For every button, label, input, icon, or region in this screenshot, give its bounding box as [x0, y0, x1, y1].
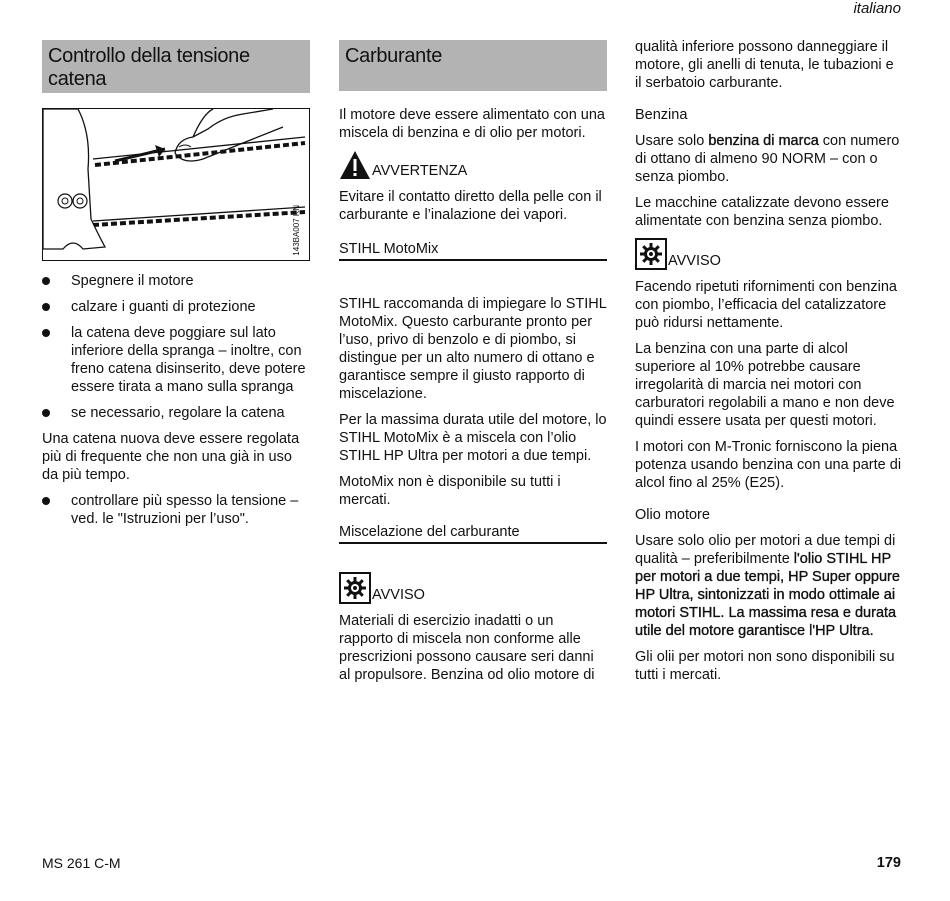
list-item: [42, 324, 310, 396]
paragraph: [635, 532, 903, 640]
notice-callout: [339, 572, 607, 604]
step-text: controllare più spesso la tensione – ved. le "Istruzioni per l’uso".: [71, 493, 299, 527]
step-text: se necessario, regolare la catena: [71, 405, 285, 421]
page-number: 179: [876, 855, 901, 871]
subheading-engine-oil: Olio motore: [635, 507, 710, 523]
text-run: Usare solo: [635, 133, 709, 149]
bullet-icon: [42, 409, 50, 417]
text-run: con numero di ottano di almeno 90 NORM – con o senza piombo.: [635, 133, 900, 185]
subheading-fuel-mixing: Miscelazione del carburante: [339, 523, 607, 544]
gear-icon: [635, 238, 667, 270]
language-label: italiano: [853, 0, 901, 17]
paragraph: MotoMix non è disponibile su tutti i mercati.: [339, 474, 561, 508]
paragraph: Il motore deve essere alimentato con una miscela di benzina e di olio per motori.: [339, 107, 605, 141]
paragraph: [635, 132, 903, 186]
paragraph: STIHL raccomanda di impiegare lo STIHL MotoMix. Questo carburante pronto per l’uso, privo di benzolo e di piombo, si distingue per un alto numero di ottano e garantisce sempre il giusto rapporto di miscelazione.: [339, 296, 607, 402]
notice-label: AVVISO: [668, 253, 721, 269]
list-item: [42, 492, 310, 528]
column-fuel: [339, 40, 607, 692]
notice-label: AVVISO: [372, 587, 425, 603]
step-list: [42, 272, 310, 422]
step-list: [42, 492, 310, 528]
list-item: [42, 272, 310, 290]
paragraph: Evitare il contatto diretto della pelle con il carburante e l’inalazione dei vapori.: [339, 189, 602, 223]
section-title-fuel: Carburante: [339, 40, 607, 91]
column-fuel-continued: [635, 38, 903, 692]
paragraph: Gli olii per motori non sono disponibili su tutti i mercati.: [635, 649, 895, 683]
notice-callout: [635, 238, 903, 270]
warning-triangle-icon: [339, 150, 371, 180]
column-chain-tension: [42, 40, 310, 536]
chain-tension-illustration: [42, 108, 310, 261]
bullet-icon: [42, 329, 50, 337]
paragraph: Le macchine catalizzate devono essere alimentate con benzina senza piombo.: [635, 195, 889, 229]
emphasis-text: benzina di marca: [708, 133, 819, 149]
step-text: Spegnere il motore: [71, 273, 194, 289]
gear-icon: [339, 572, 371, 604]
section-title-chain-tension: Controllo della tensione catena: [42, 40, 310, 93]
chain-hand-drawing: [43, 109, 308, 259]
paragraph: I motori con M-Tronic forniscono la piena potenza usando benzina con una parte di alcol fino al 25% (E25).: [635, 439, 902, 491]
bullet-icon: [42, 303, 50, 311]
list-item: [42, 298, 310, 316]
warning-callout: [339, 150, 607, 180]
bullet-icon: [42, 277, 50, 285]
emphasis-text: l'olio STIHL HP per motori a due tempi, HP Super oppure HP Ultra, sintonizzati in modo ottimale ai motori STIHL. La massima resa e durata utile del motore garantisce l'HP Ultra.: [635, 551, 900, 639]
warning-label: AVVERTENZA: [372, 163, 468, 179]
subheading-motomix: STIHL MotoMix: [339, 240, 607, 261]
text-run: Usare solo olio per motori a due tempi di qualità – preferibilmente: [635, 533, 896, 567]
list-item: [42, 404, 310, 422]
subheading-petrol: Benzina: [635, 107, 688, 123]
paragraph: La benzina con una parte di alcol superiore al 10% potrebbe causare irregolarità di marcia nei motori con carburatori regolabili a mano e non deve quindi essere usata per questi motori.: [635, 341, 895, 429]
paragraph: qualità inferiore possono danneggiare il motore, gli anelli di tenuta, le tubazioni e il serbatoio carburante.: [635, 39, 894, 91]
paragraph: Materiali di esercizio inadatti o un rapporto di miscela non conforme alle prescrizioni possono causare seri danni al propulsore. Benzina od olio motore di: [339, 613, 595, 683]
step-text: la catena deve poggiare sul lato inferiore della spranga – inoltre, con freno catena disinserito, deve potere essere tirata a mano sulla spranga: [71, 325, 306, 395]
paragraph: Per la massima durata utile del motore, lo STIHL MotoMix è a miscela con l’olio STIHL HP Ultra per motori a due tempi.: [339, 412, 607, 464]
step-text: calzare i guanti di protezione: [71, 299, 256, 315]
paragraph: Una catena nuova deve essere regolata più di frequente che non una già in uso da più tempo.: [42, 431, 300, 483]
bullet-icon: [42, 497, 50, 505]
figure-code: 143BA007 KN: [292, 205, 301, 256]
paragraph: Facendo ripetuti rifornimenti con benzina con piombo, l’efficacia del catalizzatore può ridursi nettamente.: [635, 279, 897, 331]
footer-model: MS 261 C-M: [42, 855, 121, 871]
